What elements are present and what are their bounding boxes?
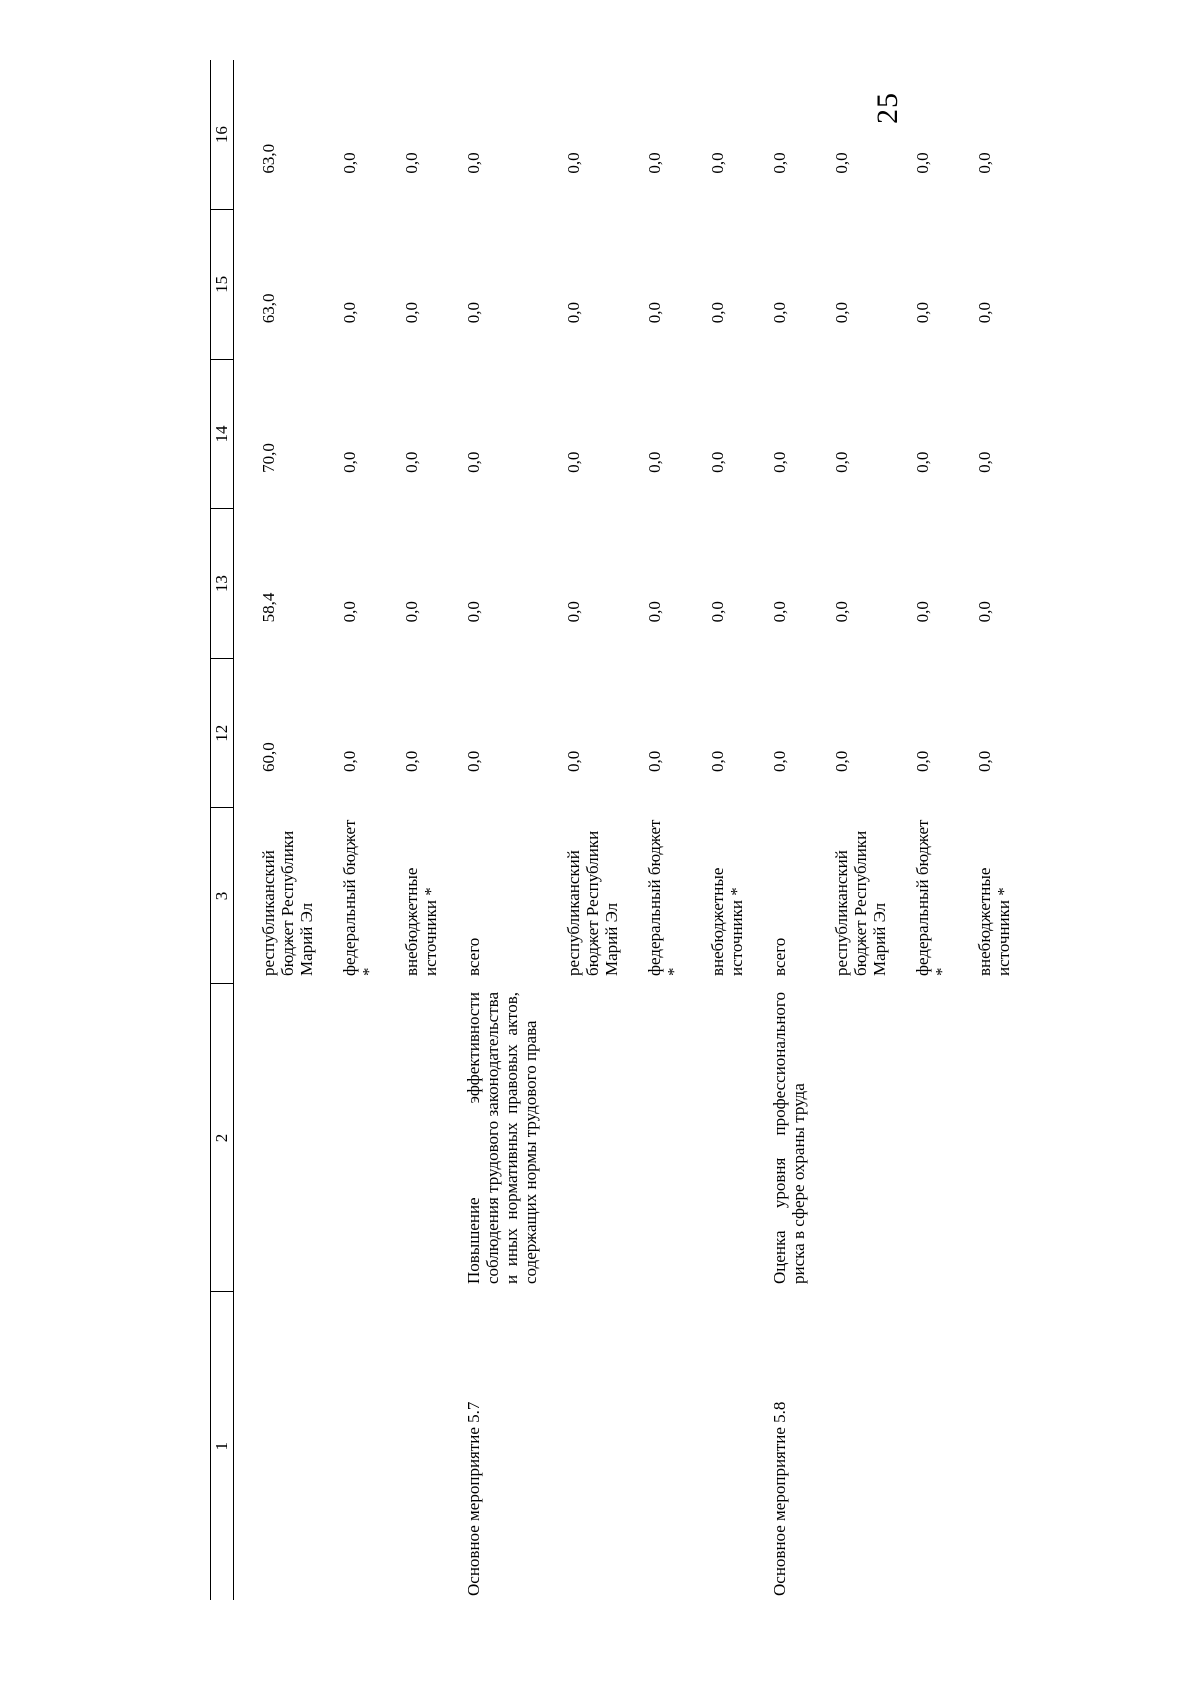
funding-source-cell: внебюджетные источники * bbox=[402, 867, 441, 976]
value-cell: 0,0 bbox=[707, 601, 727, 623]
funding-source-cell: федеральный бюджет * bbox=[340, 819, 379, 976]
header-col-2: 2 bbox=[211, 984, 234, 1292]
value-cell: 0,0 bbox=[645, 301, 665, 324]
table-row bbox=[464, 60, 564, 1600]
value-cell: 0,0 bbox=[402, 152, 422, 174]
value-cell: 0,0 bbox=[402, 750, 422, 772]
value-cell: 0,0 bbox=[707, 750, 727, 772]
table-row bbox=[645, 60, 707, 1600]
value-cell: 0,0 bbox=[340, 152, 360, 174]
measure-cell bbox=[975, 1292, 1037, 1600]
value-cell: 0,0 bbox=[645, 152, 665, 174]
measure-cell bbox=[832, 1292, 913, 1600]
funding-source-cell: всего bbox=[769, 937, 789, 976]
value-cell: 0,0 bbox=[645, 750, 665, 772]
value-cell: 63,0 bbox=[259, 143, 278, 174]
value-cell: 63,0 bbox=[259, 293, 278, 324]
measure-cell bbox=[340, 1292, 402, 1600]
value-cell: 0,0 bbox=[769, 750, 789, 772]
table-row bbox=[770, 60, 832, 1600]
funding-source-cell: федеральный бюджет * bbox=[912, 819, 951, 976]
table-body bbox=[234, 60, 1037, 1600]
description-cell bbox=[832, 984, 913, 1292]
measure-cell bbox=[913, 1292, 975, 1600]
value-cell: 0,0 bbox=[645, 451, 665, 473]
table-row bbox=[564, 60, 645, 1600]
value-cell: 0,0 bbox=[912, 750, 932, 772]
value-cell: 0,0 bbox=[402, 451, 422, 473]
description-cell bbox=[564, 984, 645, 1292]
value-cell: 0,0 bbox=[974, 152, 994, 174]
value-cell: 0,0 bbox=[340, 301, 360, 324]
header-col-12: 12 bbox=[211, 658, 234, 808]
description-cell bbox=[234, 984, 341, 1292]
description-cell bbox=[340, 984, 402, 1292]
value-cell: 0,0 bbox=[645, 601, 665, 623]
value-cell: 0,0 bbox=[769, 152, 789, 174]
value-cell: 0,0 bbox=[912, 152, 932, 174]
funding-source-cell: внебюджетные источники * bbox=[707, 867, 746, 976]
funding-source-cell: республиканский бюджет Республики Марий Эл bbox=[259, 830, 317, 976]
value-cell: 0,0 bbox=[464, 152, 484, 174]
funding-source-cell: федеральный бюджет * bbox=[645, 819, 684, 976]
value-cell: 0,0 bbox=[340, 750, 360, 772]
header-col-16: 16 bbox=[211, 60, 234, 210]
measure-cell bbox=[402, 1292, 464, 1600]
measure-cell bbox=[564, 1292, 645, 1600]
table-row bbox=[234, 60, 341, 1600]
page-number: 25 bbox=[871, 92, 904, 124]
value-cell: 0,0 bbox=[564, 750, 584, 772]
header-col-13: 13 bbox=[211, 509, 234, 659]
funding-table bbox=[210, 60, 1037, 1600]
description-cell bbox=[975, 984, 1037, 1292]
header-col-3: 3 bbox=[211, 808, 234, 984]
value-cell: 0,0 bbox=[564, 301, 584, 324]
funding-source-cell: внебюджетные источники * bbox=[974, 867, 1013, 976]
value-cell: 0,0 bbox=[340, 451, 360, 473]
value-cell: 0,0 bbox=[340, 601, 360, 623]
value-cell: 0,0 bbox=[564, 152, 584, 174]
table-row bbox=[402, 60, 464, 1600]
value-cell: 0,0 bbox=[974, 750, 994, 772]
rotated-table-page bbox=[210, 60, 1030, 1600]
table-row bbox=[975, 60, 1037, 1600]
measure-cell bbox=[234, 1292, 341, 1600]
value-cell: 0,0 bbox=[464, 301, 484, 324]
value-cell: 0,0 bbox=[564, 451, 584, 473]
table-row bbox=[832, 60, 913, 1600]
measure-cell: Основное мероприятие 5.8 bbox=[769, 1401, 789, 1596]
value-cell: 0,0 bbox=[831, 750, 851, 772]
funding-source-cell: республиканский бюджет Республики Марий Эл bbox=[831, 830, 889, 976]
table-row bbox=[913, 60, 975, 1600]
measure-cell bbox=[645, 1292, 707, 1600]
description-cell bbox=[645, 984, 707, 1292]
value-cell: 0,0 bbox=[831, 451, 851, 473]
value-cell: 0,0 bbox=[831, 152, 851, 174]
funding-source-cell: всего bbox=[464, 937, 484, 976]
header-col-14: 14 bbox=[211, 359, 234, 509]
value-cell: 58,4 bbox=[259, 592, 278, 623]
table-header-row bbox=[211, 60, 234, 1600]
value-cell: 0,0 bbox=[912, 601, 932, 623]
value-cell: 0,0 bbox=[707, 152, 727, 174]
value-cell: 0,0 bbox=[974, 301, 994, 324]
table-row bbox=[708, 60, 770, 1600]
value-cell: 0,0 bbox=[464, 601, 484, 623]
value-cell: 0,0 bbox=[831, 301, 851, 324]
description-cell: Оценка уровня профессионального риска в сфере охраны труда bbox=[769, 992, 808, 1284]
funding-source-cell: республиканский бюджет Республики Марий Эл bbox=[564, 830, 622, 976]
value-cell: 0,0 bbox=[912, 301, 932, 324]
measure-cell bbox=[708, 1292, 770, 1600]
value-cell: 0,0 bbox=[464, 750, 484, 772]
value-cell: 0,0 bbox=[831, 601, 851, 623]
description-cell bbox=[402, 984, 464, 1292]
value-cell: 0,0 bbox=[402, 601, 422, 623]
description-cell bbox=[708, 984, 770, 1292]
value-cell: 0,0 bbox=[974, 601, 994, 623]
value-cell: 0,0 bbox=[464, 451, 484, 473]
value-cell: 70,0 bbox=[259, 443, 278, 473]
value-cell: 0,0 bbox=[707, 301, 727, 324]
measure-cell: Основное мероприятие 5.7 bbox=[464, 1401, 484, 1596]
value-cell: 0,0 bbox=[912, 451, 932, 473]
header-col-1: 1 bbox=[211, 1292, 234, 1600]
value-cell: 0,0 bbox=[707, 451, 727, 473]
description-cell: Повышение эффективности соблюдения трудового законодательства и иных нормативных правовых актов, содержащих нормы трудового права bbox=[464, 992, 541, 1284]
value-cell: 0,0 bbox=[769, 601, 789, 623]
value-cell: 0,0 bbox=[564, 601, 584, 623]
description-cell bbox=[913, 984, 975, 1292]
value-cell: 60,0 bbox=[259, 742, 278, 772]
value-cell: 0,0 bbox=[402, 301, 422, 324]
header-col-15: 15 bbox=[211, 210, 234, 360]
value-cell: 0,0 bbox=[974, 451, 994, 473]
value-cell: 0,0 bbox=[769, 301, 789, 324]
value-cell: 0,0 bbox=[769, 451, 789, 473]
table-row bbox=[340, 60, 402, 1600]
